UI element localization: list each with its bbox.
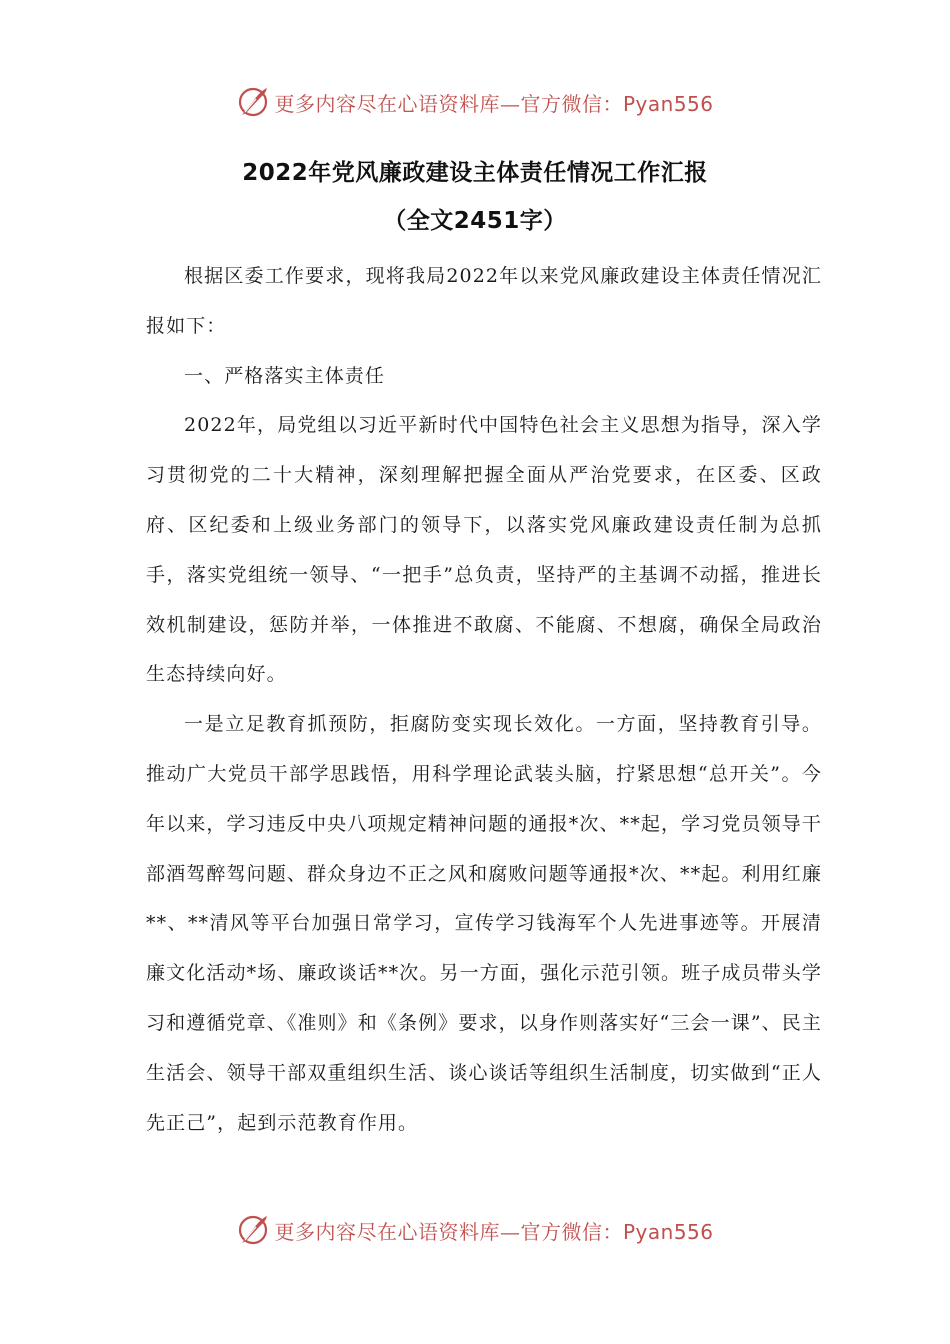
watermark-banner-bottom [0,1210,950,1250]
body-paragraph: 一是立足教育抓预防，拒腐防变实现长效化。一方面，坚持教育引导。推动广大党员干部学思践悟，用科学理论武装头脑，拧紧思想“总开关”。今年以来，学习违反中央八项规定精神问题的通报*次、**起，学习党员领导干部酒驾醉驾问题、群众身边不正之风和腐败问题等通报*次、**起。利用红廉**、**清风等平台加强日常学习，宣传学习钱海军个人先进事迹等。开展清廉文化活动*场、廉政谈话**次。另一方面，强化示范引领。班子成员带头学习和遵循党章、《准则》和《条例》要求，以身作则落实好“三会一课”、民主生活会、领导干部双重组织生活、谈心谈话等组织生活制度，切实做到“正人先正己”，起到示范教育作用。 [146,713,822,1134]
section-heading: 一、严格落实主体责任 [184,364,386,387]
document-subtitle: （全文2451字） [383,208,567,234]
quill-pen-icon [236,85,270,119]
watermark-text: 更多内容尽在心语资料库—官方微信：Pyan556 [274,1219,714,1244]
watermark-text: 更多内容尽在心语资料库—官方微信：Pyan556 [274,91,714,116]
intro-paragraph: 根据区委工作要求，现将我局2022年以来党风廉政建设主体责任情况汇报如下： [146,265,822,337]
document-body [146,252,822,1148]
quill-pen-icon [236,1213,270,1247]
watermark-banner-top [0,82,950,122]
document-title: 2022年党风廉政建设主体责任情况工作汇报 [242,160,708,186]
body-paragraph: 2022年，局党组以习近平新时代中国特色社会主义思想为指导，深入学习贯彻党的二十大精神，深刻理解把握全面从严治党要求，在区委、区政府、区纪委和上级业务部门的领导下，以落实党风廉政建设责任制为总抓手，落实党组统一领导、“一把手”总负责，坚持严的主基调不动摇，推进长效机制建设，惩防并举，一体推进不敢腐、不能腐、不想腐，确保全局政治生态持续向好。 [146,414,822,686]
